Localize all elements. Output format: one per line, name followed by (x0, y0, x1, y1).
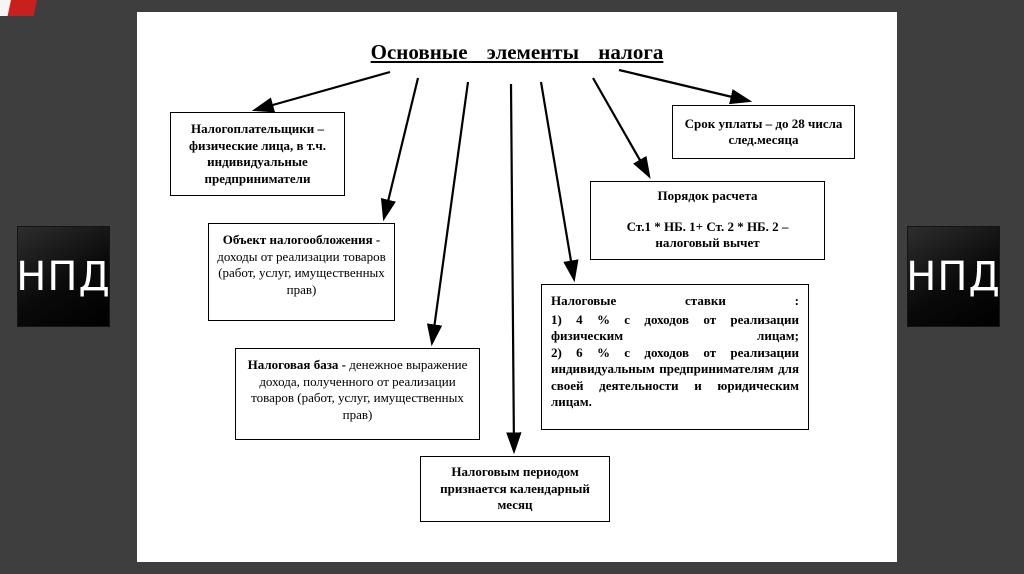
box-calculation-formula-line2: налоговый вычет (655, 235, 760, 250)
box-base (235, 348, 480, 440)
box-calculation-title: Порядок расчета (657, 188, 758, 203)
side-label-left (17, 226, 110, 327)
slide-canvas (137, 12, 897, 562)
side-label-left-text: НПД (16, 253, 111, 300)
side-label-right (907, 226, 1000, 327)
box-base-body: денежное выражение дохода, полученного от реализации товаров (работ, услуг, имущественных прав) (251, 357, 468, 422)
arrow-to-base (432, 82, 468, 343)
side-label-right-text: НПД (906, 253, 1001, 300)
box-deadline (672, 105, 855, 159)
arrow-to-rates (541, 82, 574, 279)
arrow-to-deadline (619, 70, 749, 101)
box-period (420, 456, 610, 522)
box-base-title: Налоговая база - (247, 357, 350, 372)
box-deadline-text: Срок уплаты – до 28 числа след.месяца (684, 115, 843, 147)
box-rates-title: Налоговые ставки : (551, 293, 799, 308)
arrow-to-taxpayers (255, 72, 390, 110)
box-object (208, 223, 395, 321)
box-calculation (590, 181, 825, 260)
arrow-to-object (384, 78, 418, 218)
box-object-title: Объект налогообложения - (222, 232, 381, 247)
box-calculation-formula-line1: Ст.1 * НБ. 1+ Ст. 2 * НБ. 2 – (626, 218, 789, 234)
corner-logo (0, 0, 37, 16)
box-object-body: доходы от реализации товаров (работ, услуг, имущественных прав) (217, 248, 386, 297)
corner-red-chip (8, 0, 37, 16)
arrow-to-calculation (593, 78, 649, 176)
box-rates (541, 284, 809, 430)
arrow-to-period (511, 84, 514, 451)
box-taxpayers-text: Налогоплательщики – физические лица, в т.ч. индивидуальные предприниматели (188, 121, 326, 186)
box-taxpayers (170, 112, 345, 196)
slide-title: Основные элементы налога (370, 40, 664, 64)
box-rates-item2: 2) 6 % с доходов от реализации индивидуальным предпринимателям для своей деятельности и юридическим лицам. (551, 344, 799, 409)
box-rates-item1: 1) 4 % с доходов от реализации физическим лицам; (551, 311, 799, 343)
box-period-text: Налоговым периодом признается календарный месяц (440, 464, 590, 513)
